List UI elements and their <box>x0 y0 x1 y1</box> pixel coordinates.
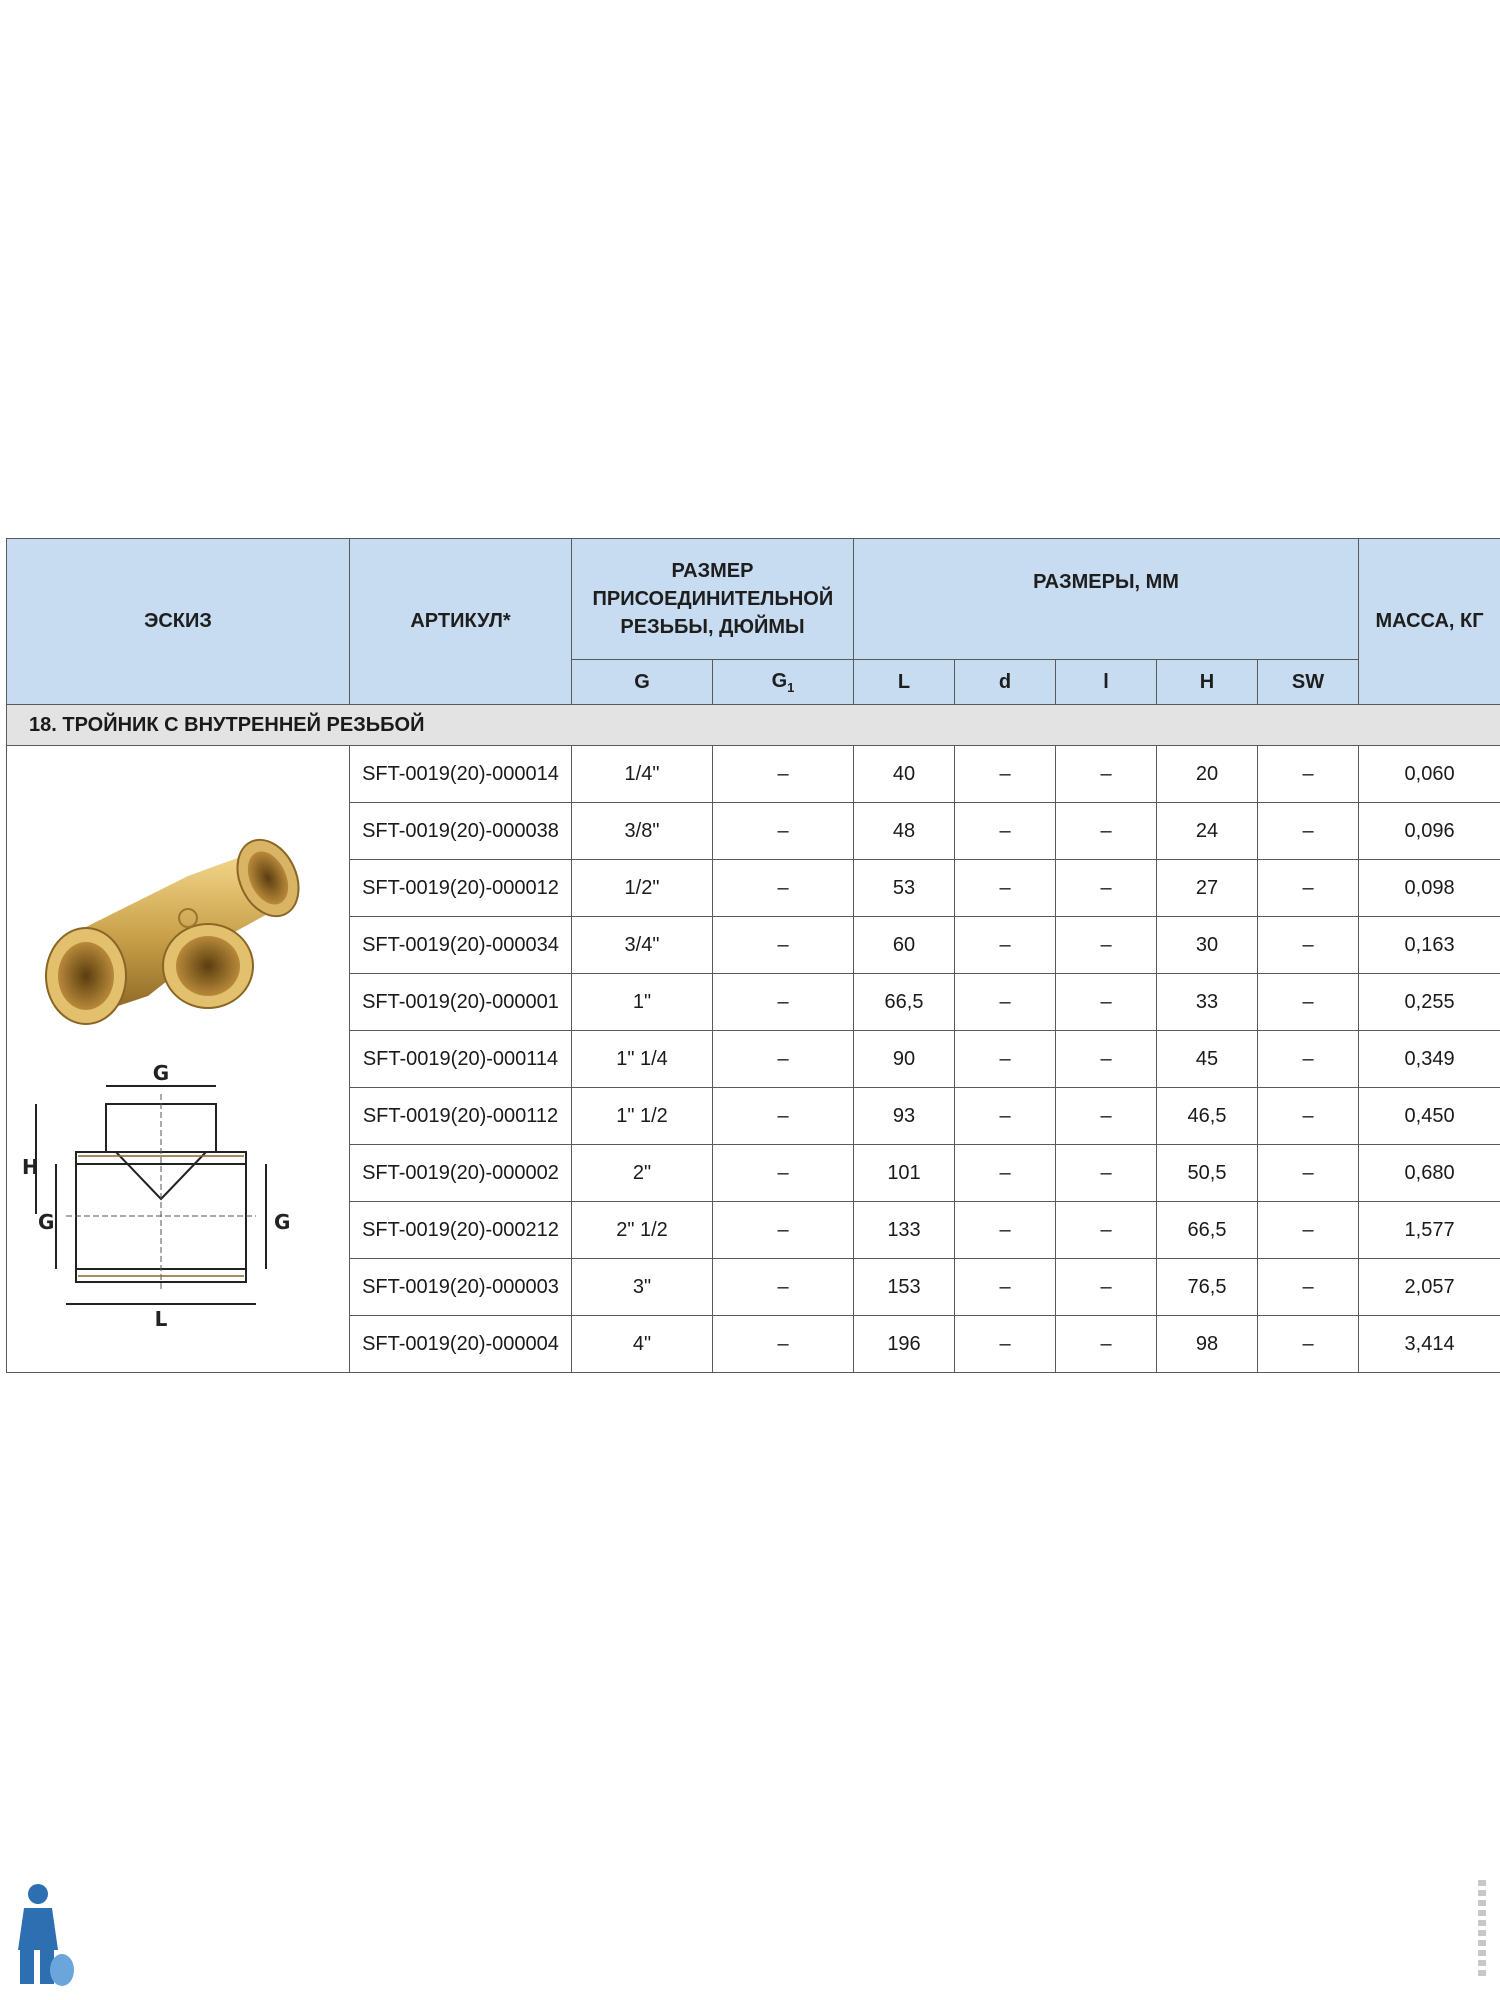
subheader-d: d <box>955 660 1056 705</box>
cell-dim-d: – <box>955 1316 1056 1373</box>
cell-thread-g1: – <box>713 917 854 974</box>
cell-article: SFT-0019(20)-000212 <box>350 1202 572 1259</box>
cell-dim-sw: – <box>1258 917 1359 974</box>
cell-dim-sw: – <box>1258 1145 1359 1202</box>
cell-thread-g1: – <box>713 1145 854 1202</box>
cell-dim-sw: – <box>1258 1088 1359 1145</box>
header-thread-size <box>572 539 854 660</box>
cell-article: SFT-0019(20)-000002 <box>350 1145 572 1202</box>
cell-dim-h: 50,5 <box>1157 1145 1258 1202</box>
cell-article: SFT-0019(20)-000012 <box>350 860 572 917</box>
cell-dim-d: – <box>955 746 1056 803</box>
cell-article: SFT-0019(20)-000001 <box>350 974 572 1031</box>
cell-dim-l-small: – <box>1056 803 1157 860</box>
cell-dim-sw: – <box>1258 860 1359 917</box>
cell-thread-g1: – <box>713 1031 854 1088</box>
cell-mass: 3,414 <box>1359 1316 1500 1373</box>
cell-dim-d: – <box>955 860 1056 917</box>
cell-thread-g1: – <box>713 1316 854 1373</box>
cell-dim-l-small: – <box>1056 1031 1157 1088</box>
subheader-sw: SW <box>1258 660 1359 705</box>
subheader-l-small: l <box>1056 660 1157 705</box>
cell-dim-l: 53 <box>854 860 955 917</box>
cell-dim-d: – <box>955 1088 1056 1145</box>
cell-mass: 2,057 <box>1359 1259 1500 1316</box>
cell-article: SFT-0019(20)-000014 <box>350 746 572 803</box>
cell-article: SFT-0019(20)-000034 <box>350 917 572 974</box>
cell-mass: 1,577 <box>1359 1202 1500 1259</box>
header-mass: МАССА, КГ <box>1359 539 1500 705</box>
cell-dim-h: 27 <box>1157 860 1258 917</box>
cell-mass: 0,163 <box>1359 917 1500 974</box>
cell-mass: 0,255 <box>1359 974 1500 1031</box>
cell-dim-l-small: – <box>1056 1316 1157 1373</box>
cell-dim-l: 133 <box>854 1202 955 1259</box>
sketch <box>8 746 348 1372</box>
cell-dim-h: 45 <box>1157 1031 1258 1088</box>
cell-thread-g1: – <box>713 803 854 860</box>
cell-article: SFT-0019(20)-000003 <box>350 1259 572 1316</box>
cell-dim-l-small: – <box>1056 1259 1157 1316</box>
cell-dim-h: 76,5 <box>1157 1259 1258 1316</box>
subheader-h: H <box>1157 660 1258 705</box>
cell-dim-sw: – <box>1258 1031 1359 1088</box>
drawing-label-g-left: G <box>38 1210 55 1234</box>
cell-thread-g1: – <box>713 860 854 917</box>
cell-thread-g: 1/4" <box>572 746 713 803</box>
cell-dim-sw: – <box>1258 1259 1359 1316</box>
cell-thread-g: 1" 1/2 <box>572 1088 713 1145</box>
cell-dim-d: – <box>955 1145 1056 1202</box>
subheader-g: G <box>572 660 713 705</box>
cell-thread-g1: – <box>713 1088 854 1145</box>
vertical-watermark-icon <box>1472 1880 1492 1990</box>
cell-thread-g: 1" <box>572 974 713 1031</box>
drawing-label-g-right: G <box>274 1210 291 1234</box>
cell-dim-d: – <box>955 974 1056 1031</box>
cell-thread-g1: – <box>713 1259 854 1316</box>
cell-dim-sw: – <box>1258 746 1359 803</box>
cell-mass: 0,098 <box>1359 860 1500 917</box>
cell-dim-d: – <box>955 1259 1056 1316</box>
cell-thread-g: 3" <box>572 1259 713 1316</box>
header-thread-size-text: РАЗМЕР ПРИСОЕДИНИТЕЛЬНОЙ РЕЗЬБЫ, ДЮЙМЫ <box>592 560 834 638</box>
cell-dim-d: – <box>955 1031 1056 1088</box>
cell-dim-l-small: – <box>1056 746 1157 803</box>
cell-thread-g: 3/8" <box>572 803 713 860</box>
cell-dim-h: 24 <box>1157 803 1258 860</box>
cell-dim-sw: – <box>1258 803 1359 860</box>
cell-dim-l: 153 <box>854 1259 955 1316</box>
plumber-mascot-icon <box>6 1880 76 1990</box>
cell-thread-g1: – <box>713 746 854 803</box>
cell-dim-l-small: – <box>1056 1202 1157 1259</box>
cell-article: SFT-0019(20)-000038 <box>350 803 572 860</box>
cell-dim-h: 30 <box>1157 917 1258 974</box>
cell-article: SFT-0019(20)-000112 <box>350 1088 572 1145</box>
header-dimensions: РАЗМЕРЫ, ММ <box>854 539 1359 660</box>
spec-table <box>6 538 1500 1373</box>
cell-dim-l-small: – <box>1056 1145 1157 1202</box>
cell-thread-g1: – <box>713 1202 854 1259</box>
subheader-g1: $G_1$ <box>713 660 854 705</box>
cell-dim-sw: – <box>1258 974 1359 1031</box>
cell-dim-d: – <box>955 803 1056 860</box>
cell-dim-l-small: – <box>1056 860 1157 917</box>
drawing-label-g-top: G <box>152 1064 170 1085</box>
cell-dim-l: 93 <box>854 1088 955 1145</box>
tee-technical-drawing <box>16 1064 306 1334</box>
section-title: 18. ТРОЙНИК С ВНУТРЕННЕЙ РЕЗЬБОЙ <box>7 705 1500 746</box>
cell-dim-l: 101 <box>854 1145 955 1202</box>
cell-dim-l: 40 <box>854 746 955 803</box>
drawing-label-h: H <box>22 1155 39 1179</box>
cell-mass: 0,349 <box>1359 1031 1500 1088</box>
cell-thread-g: 2" <box>572 1145 713 1202</box>
cell-mass: 0,450 <box>1359 1088 1500 1145</box>
subheader-l: L <box>854 660 955 705</box>
cell-thread-g: 1" 1/4 <box>572 1031 713 1088</box>
cell-mass: 0,060 <box>1359 746 1500 803</box>
cell-thread-g: 1/2" <box>572 860 713 917</box>
cell-thread-g: 4" <box>572 1316 713 1373</box>
sketch-cell <box>7 746 350 1373</box>
cell-dim-l: 196 <box>854 1316 955 1373</box>
cell-dim-h: 20 <box>1157 746 1258 803</box>
cell-dim-h: 98 <box>1157 1316 1258 1373</box>
cell-dim-h: 66,5 <box>1157 1202 1258 1259</box>
cell-thread-g1: – <box>713 974 854 1031</box>
header-sketch: ЭСКИЗ <box>7 539 350 705</box>
cell-dim-l: 66,5 <box>854 974 955 1031</box>
brass-tee-photo <box>28 816 328 1046</box>
cell-dim-l: 90 <box>854 1031 955 1088</box>
cell-mass: 0,096 <box>1359 803 1500 860</box>
cell-article: SFT-0019(20)-000004 <box>350 1316 572 1373</box>
cell-dim-l-small: – <box>1056 974 1157 1031</box>
cell-dim-d: – <box>955 1202 1056 1259</box>
cell-dim-sw: – <box>1258 1316 1359 1373</box>
cell-mass: 0,680 <box>1359 1145 1500 1202</box>
cell-dim-l: 48 <box>854 803 955 860</box>
cell-dim-d: – <box>955 917 1056 974</box>
cell-dim-l: 60 <box>854 917 955 974</box>
cell-dim-sw: – <box>1258 1202 1359 1259</box>
table-row <box>7 746 1500 803</box>
cell-dim-h: 46,5 <box>1157 1088 1258 1145</box>
cell-thread-g: 2" 1/2 <box>572 1202 713 1259</box>
drawing-label-l: L <box>154 1307 168 1331</box>
cell-dim-l-small: – <box>1056 1088 1157 1145</box>
cell-dim-l-small: – <box>1056 917 1157 974</box>
cell-dim-h: 33 <box>1157 974 1258 1031</box>
cell-article: SFT-0019(20)-000114 <box>350 1031 572 1088</box>
header-article: АРТИКУЛ* <box>350 539 572 705</box>
cell-thread-g: 3/4" <box>572 917 713 974</box>
